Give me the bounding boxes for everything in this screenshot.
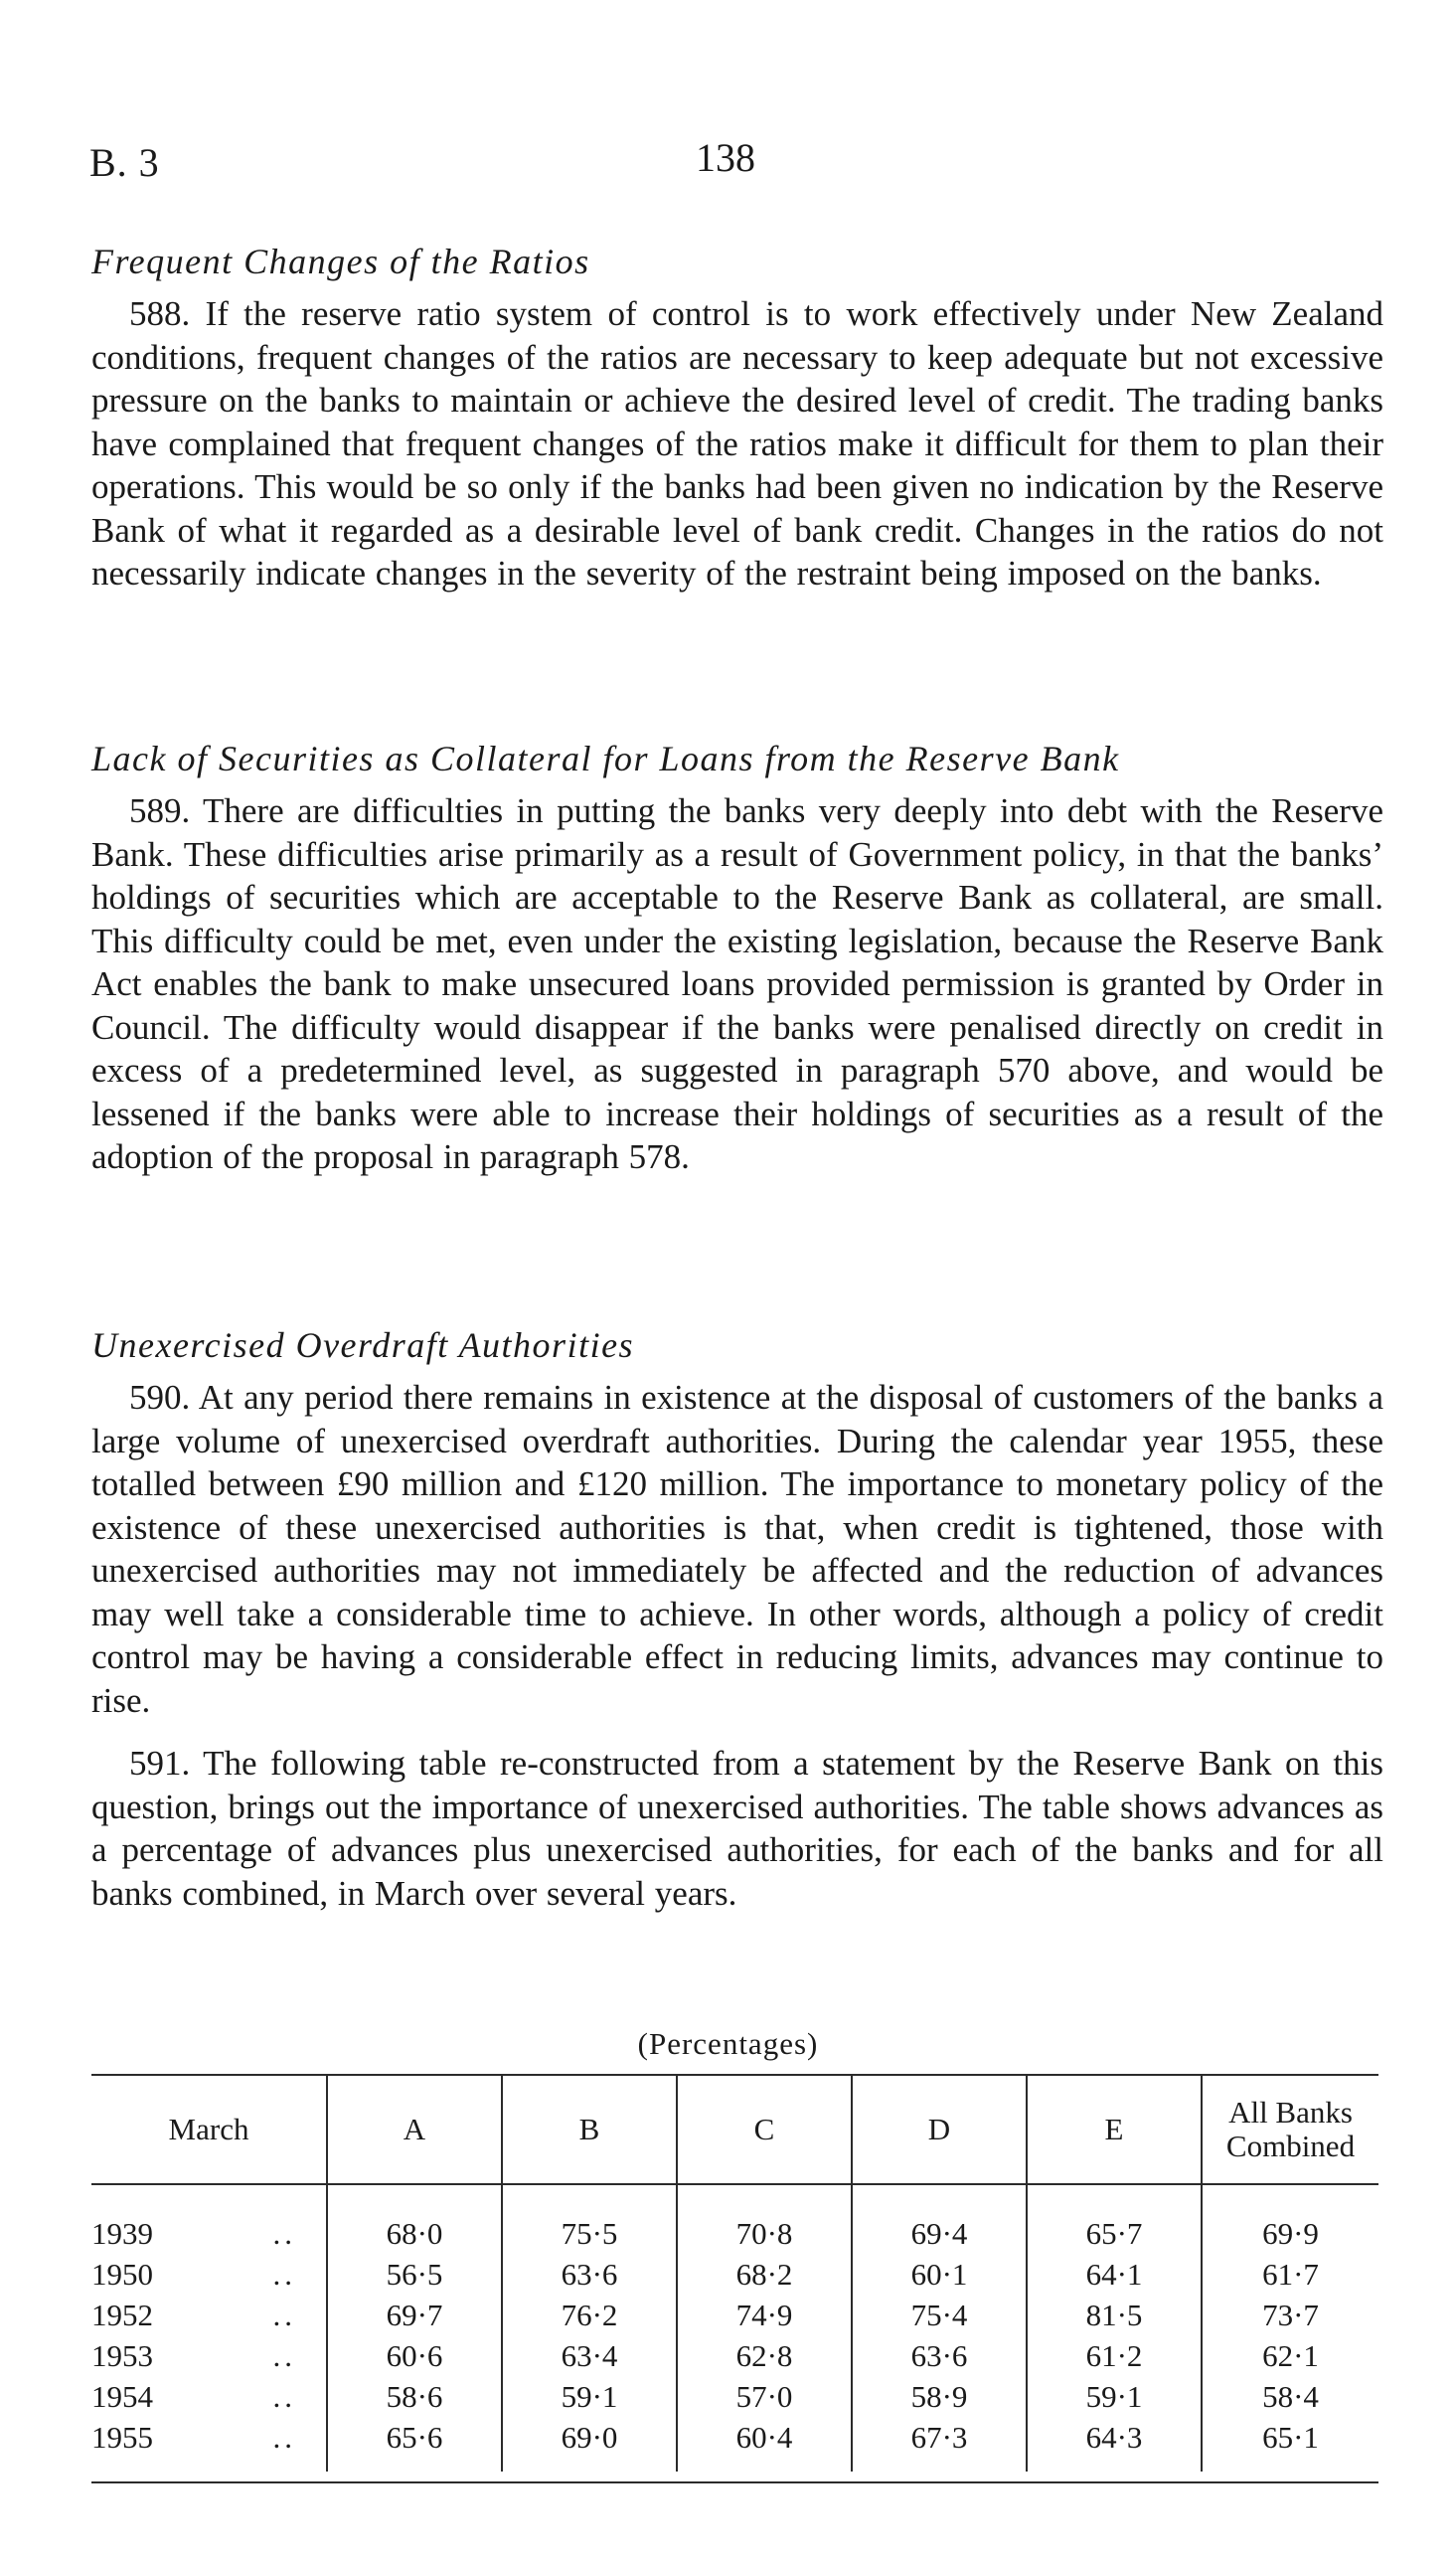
- value-cell: 69·4: [910, 2216, 968, 2251]
- value-cell: 65·6: [386, 2420, 443, 2455]
- value-cell: 62·8: [735, 2338, 793, 2373]
- value-cell: 75·5: [561, 2216, 618, 2251]
- value-cell: 61·2: [1085, 2338, 1143, 2373]
- value-cell: 76·2: [561, 2298, 618, 2332]
- paragraph-590: 590. At any period there remains in existence at the disposal of customers of the banks a large volume of unexercised overdraft authorities. During the calendar year 1955, these totalled between £90 million and £120 million. The importance to monetary policy of the existence of these unexercised authorities is that, when credit is tightened, those with unexercised authorities may not immediately be affected and the reduction of advances may well take a considerable time to achieve. In other words, although a policy of credit control may be having a considerable effect in reducing limits, advances may continue to rise.: [91, 1378, 1383, 1720]
- leader-dots: ..: [272, 2298, 296, 2332]
- value-cell: 58·9: [910, 2379, 968, 2414]
- value-cell: 69·0: [561, 2420, 618, 2455]
- column-a: [326, 2185, 501, 2472]
- column-all-banks: [1201, 2185, 1378, 2472]
- value-cell: 63·6: [561, 2257, 618, 2292]
- year-cell: 1939: [91, 2216, 153, 2251]
- leader-dots: ..: [272, 2216, 296, 2251]
- value-cell: 62·1: [1262, 2338, 1319, 2373]
- table-row-year: [91, 2295, 326, 2335]
- value-cell: 60·1: [910, 2257, 968, 2292]
- value-cell: 61·7: [1262, 2257, 1319, 2292]
- column-c: [676, 2185, 851, 2472]
- value-cell: 63·4: [561, 2338, 618, 2373]
- value-cell: 65·1: [1262, 2420, 1319, 2455]
- table-body: [91, 2185, 1378, 2472]
- table-row-year: [91, 2335, 326, 2376]
- value-cell: 56·5: [386, 2257, 443, 2292]
- section-reference: B. 3: [89, 140, 160, 185]
- value-cell: 60·6: [386, 2338, 443, 2373]
- header-all-banks-line1: All Banks: [1228, 2095, 1353, 2130]
- paragraph-589: 589. There are difficulties in putting the banks very deeply into debt with the Reserve Bank. These difficulties arise primarily as a result of Government policy, in that the banks’ holdings of securities which are acceptable to the Reserve Bank as collateral, are small. This difficulty could be met, even under the existing legislation, because the Reserve Bank Act enables the bank to make unsecured loans provided permission is granted by Order in Council. The difficulty would disappear if the banks were penalised directly on credit in excess of a predetermined level, as suggested in paragraph 570 above, and would be lessened if the banks were able to increase their holdings of securities as a result of the adoption of the proposal in paragraph 578.: [91, 791, 1383, 1176]
- table-header-row: [91, 2076, 1378, 2183]
- value-cell: 81·5: [1085, 2298, 1143, 2332]
- paragraph-588: 588. If the reserve ratio system of control is to work effectively under New Zealand conditions, frequent changes of the ratios are necessary to keep adequate but not excessive pressure on the banks to maintain or achieve the desired level of credit. The trading banks have complained that frequent changes of the ratios make it difficult for them to plan their operations. This would be so only if the banks had been given no indication by the Reserve Bank of what it regarded as a desirable level of bank credit. Changes in the ratios do not necessarily indicate changes in the severity of the restraint being imposed on the banks.: [91, 294, 1383, 593]
- section-heading: Lack of Securities as Collateral for Loans from the Reserve Bank: [91, 739, 1120, 778]
- header-all-banks-line2: Combined: [1225, 2129, 1356, 2163]
- header-d: D: [851, 2076, 1026, 2183]
- value-cell: 68·2: [735, 2257, 793, 2292]
- table-row-year: [91, 2376, 326, 2417]
- section-unexercised-overdraft: [91, 1322, 1383, 1915]
- year-cell: 1954: [91, 2379, 153, 2414]
- header-b: B: [501, 2076, 676, 2183]
- value-cell: 75·4: [910, 2298, 968, 2332]
- value-cell: 74·9: [735, 2298, 793, 2332]
- section-heading: Frequent Changes of the Ratios: [91, 242, 590, 281]
- leader-dots: ..: [272, 2420, 296, 2455]
- header-all-banks: [1201, 2076, 1378, 2183]
- value-cell: 63·6: [910, 2338, 968, 2373]
- value-cell: 58·4: [1262, 2379, 1319, 2414]
- section-heading: Unexercised Overdraft Authorities: [91, 1325, 635, 1365]
- leader-dots: ..: [272, 2257, 296, 2292]
- value-cell: 60·4: [735, 2420, 793, 2455]
- page-number: 138: [696, 135, 755, 180]
- leader-dots: ..: [272, 2338, 296, 2373]
- value-cell: 69·7: [386, 2298, 443, 2332]
- value-cell: 59·1: [1085, 2379, 1143, 2414]
- table-caption: (Percentages): [637, 2026, 819, 2061]
- year-cell: 1952: [91, 2298, 153, 2332]
- year-cell: 1953: [91, 2338, 153, 2373]
- year-cell: 1955: [91, 2420, 153, 2455]
- table-row-year: [91, 2213, 326, 2254]
- paragraph-591: 591. The following table re-constructed from a statement by the Reserve Bank on this question, brings out the importance of unexercised authorities. The table shows advances as a percentage of advances plus unexercised authorities, for each of the banks and for all banks combined, in March over several years.: [91, 1744, 1383, 1913]
- section-lack-of-securities: [91, 736, 1383, 1179]
- value-cell: 73·7: [1262, 2298, 1319, 2332]
- header-c: C: [676, 2076, 851, 2183]
- value-cell: 69·9: [1262, 2216, 1319, 2251]
- value-cell: 57·0: [735, 2379, 793, 2414]
- value-cell: 67·3: [910, 2420, 968, 2455]
- year-cell: 1950: [91, 2257, 153, 2292]
- section-frequent-changes: [91, 239, 1383, 596]
- column-years: [91, 2185, 326, 2472]
- value-cell: 64·1: [1085, 2257, 1143, 2292]
- value-cell: 64·3: [1085, 2420, 1143, 2455]
- table-row-year: [91, 2417, 326, 2458]
- table-bottom-rule: [91, 2481, 1378, 2483]
- header-e: E: [1026, 2076, 1201, 2183]
- value-cell: 59·1: [561, 2379, 618, 2414]
- value-cell: 70·8: [735, 2216, 793, 2251]
- value-cell: 68·0: [386, 2216, 443, 2251]
- percentages-table: [91, 2074, 1378, 2483]
- column-b: [501, 2185, 676, 2472]
- header-a: A: [326, 2076, 501, 2183]
- header-march: March: [168, 2112, 249, 2146]
- leader-dots: ..: [272, 2379, 296, 2414]
- column-d: [851, 2185, 1026, 2472]
- value-cell: 58·6: [386, 2379, 443, 2414]
- column-e: [1026, 2185, 1201, 2472]
- table-row-year: [91, 2254, 326, 2295]
- value-cell: 65·7: [1085, 2216, 1143, 2251]
